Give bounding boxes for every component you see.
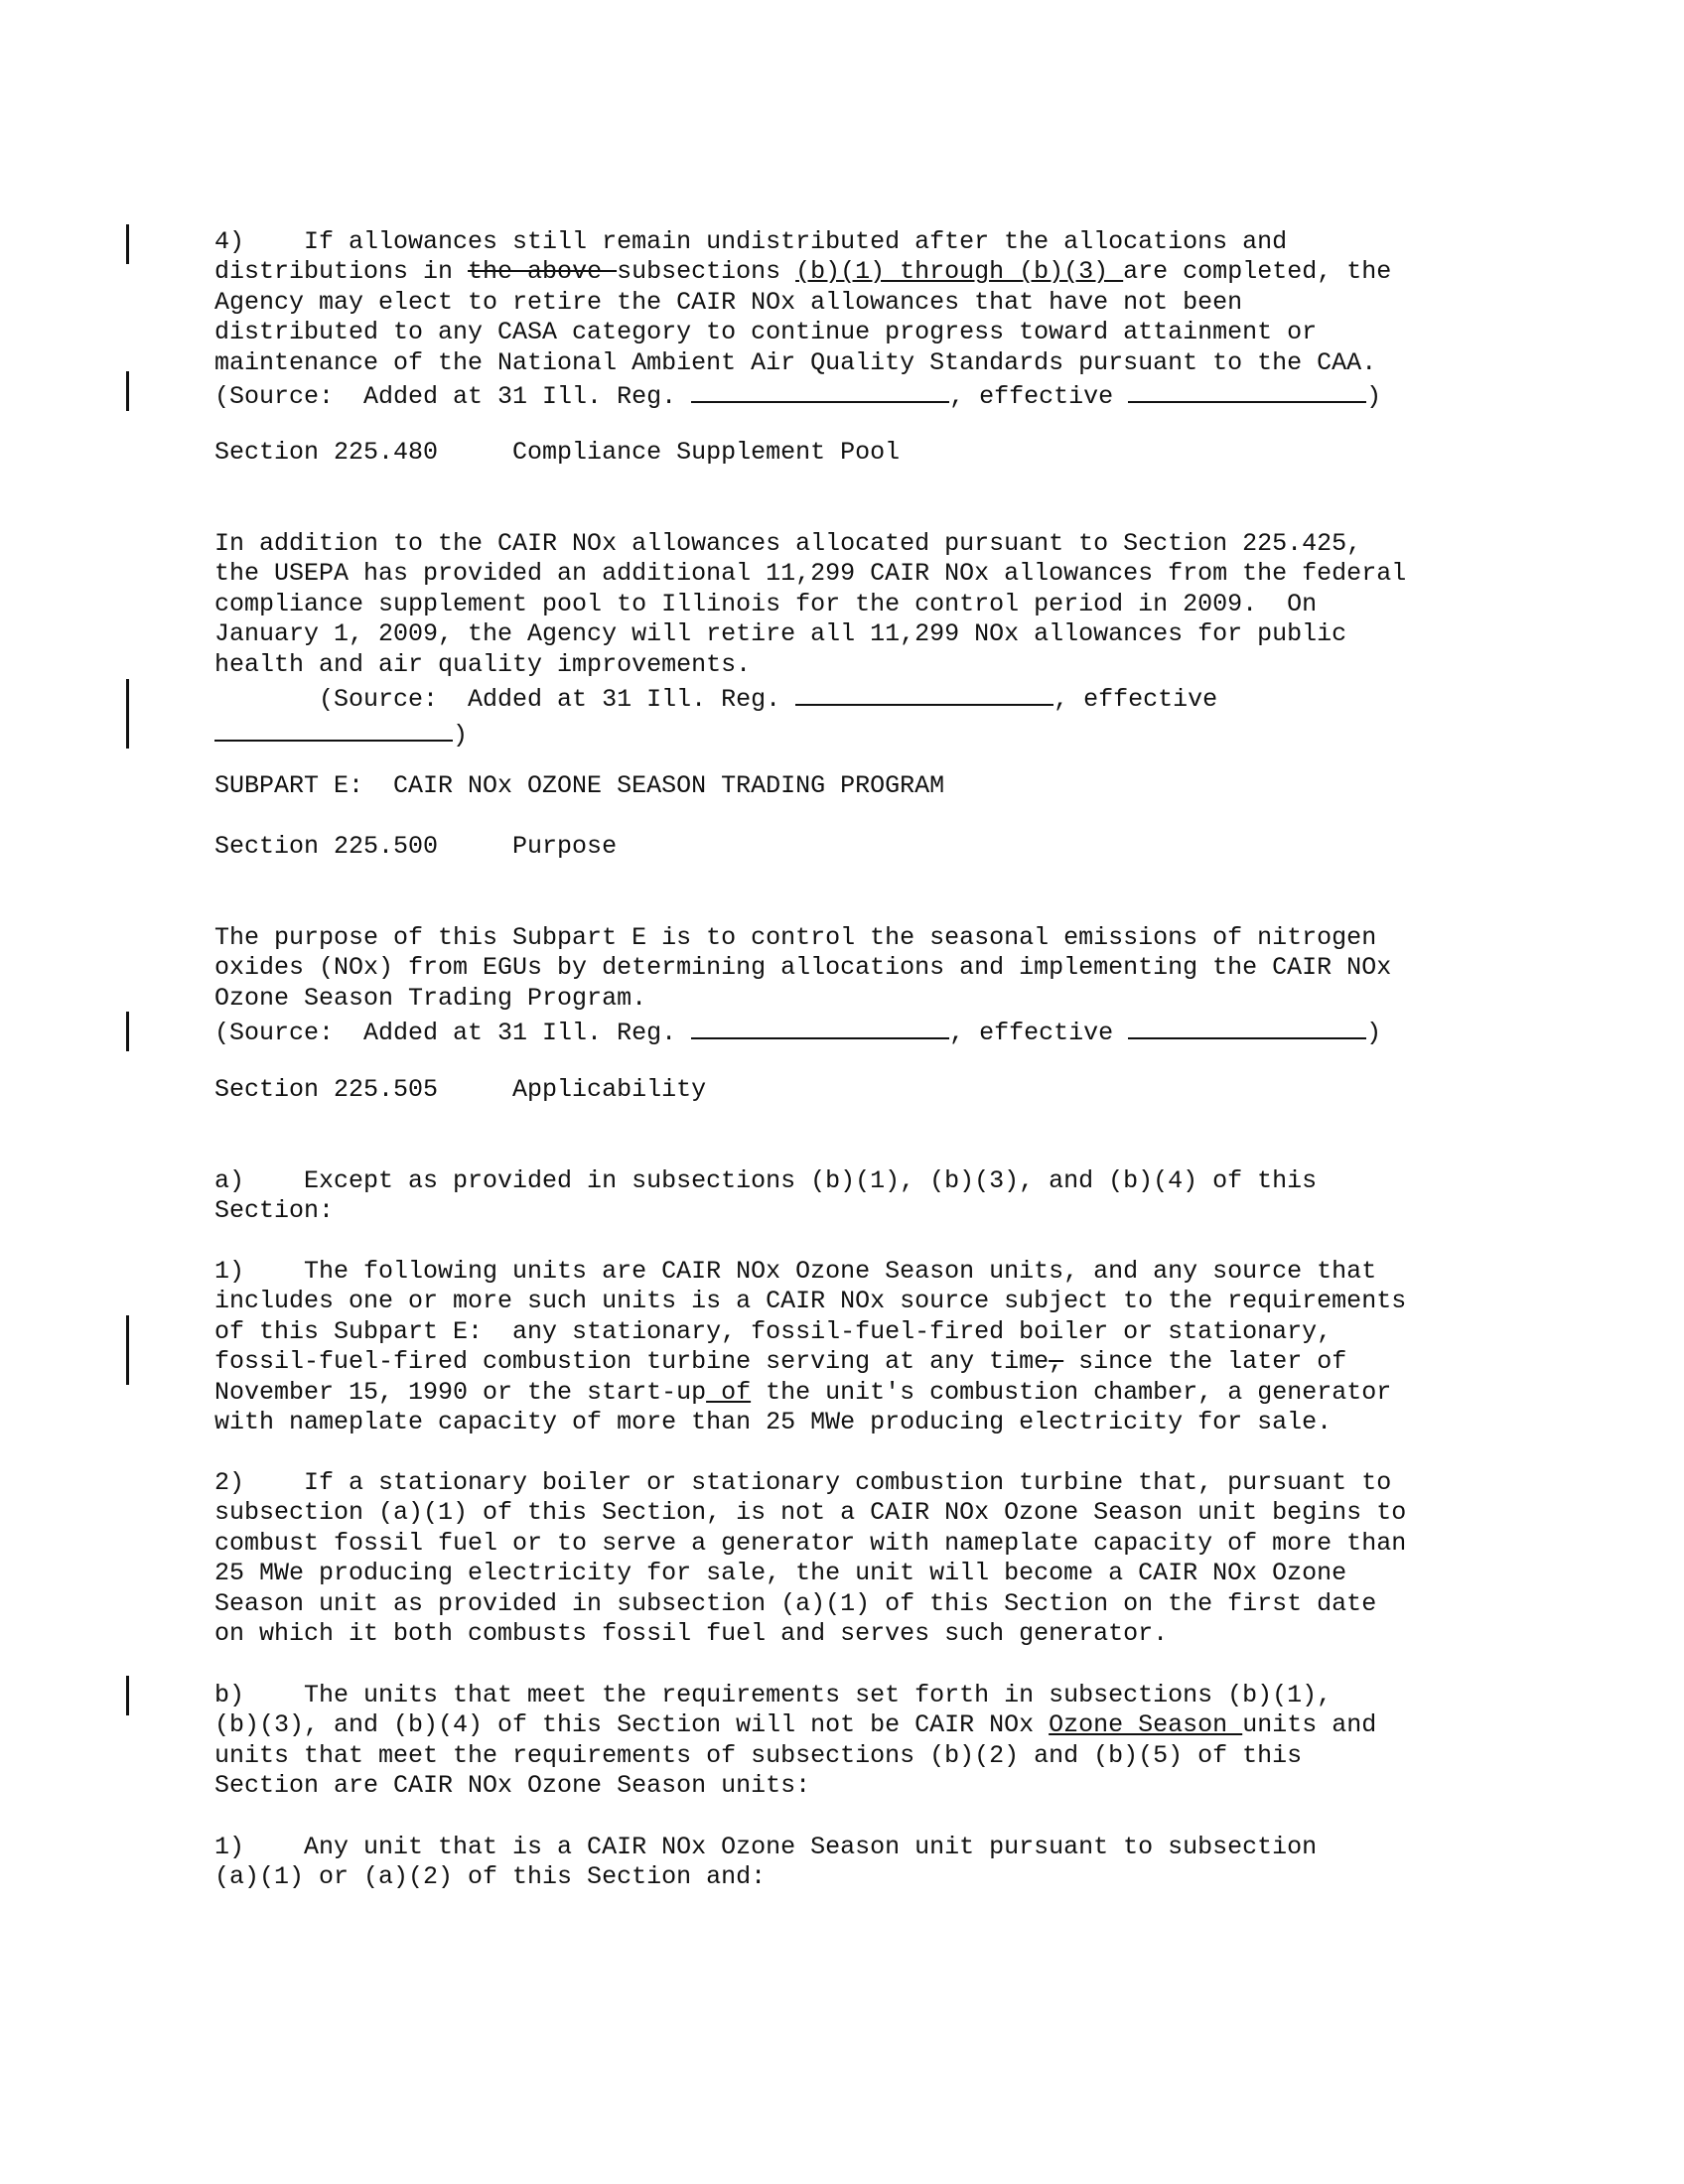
paragraph-4 <box>214 197 1545 378</box>
blank-line <box>1128 377 1366 403</box>
blank-line <box>1128 1014 1366 1039</box>
change-bar <box>126 224 129 264</box>
subsection-b-1: 1) Any unit that is a CAIR NOx Ozone Season unit pursuant to subsection (a)(1) or (a)(2) of this Section and: <box>214 1832 1318 1891</box>
source-note: (Source: Added at 31 Ill. Reg. , effective ) <box>214 680 1545 751</box>
section-heading: Section 225.500 Purpose <box>214 832 618 861</box>
change-bar <box>126 1676 129 1715</box>
paragraph-line: maintenance of the National Ambient Air Quality Standards pursuant to the CAA. <box>214 347 1377 377</box>
section-500-body: The purpose of this Subpart E is to control the seasonal emissions of nitrogen oxides (NOx) from EGUs by determining allocations and implementing the CAIR NOx Ozone Season Trading Program. <box>214 922 1392 1013</box>
blank-line <box>691 377 949 403</box>
section-480-body: In addition to the CAIR NOx allowances allocated pursuant to Section 225.425, the USEPA has provided an additional 11,299 CAIR NOx allowances from the federal compliance supplement pool to Illinois for the control period in 2009. On January 1, 2009, the Agency will retire all 11,299 NOx allowances for public health and air quality improvements. <box>214 528 1407 679</box>
paragraph-line: Agency may elect to retire the CAIR NOx allowances that have not been <box>214 287 1243 317</box>
blank-line <box>795 680 1053 706</box>
source-note: (Source: Added at 31 Ill. Reg. , effective ) <box>214 1014 1545 1049</box>
blank-line <box>691 1014 949 1039</box>
deleted-text: the above <box>468 257 618 286</box>
section-heading: Section 225.505 Applicability <box>214 1075 707 1104</box>
subsection-a-1: 1) The following units are CAIR NOx Ozone Season units, and any source that includes one or more such units is a CAIR NOx source subject to the requirements of this Subpart E: any stationary, fossil-fuel-fired boiler or stationary, fossil-fuel-fired combustion turbine serving at any time, since the later of November 15, 1990 or the start-up of the unit's combustion chamber, a generator with nameplate capacity of more than 25 MWe producing electricity for sale. <box>214 1256 1407 1436</box>
blank-line <box>214 716 453 742</box>
section-heading: Section 225.480 Compliance Supplement Pool <box>214 438 901 467</box>
paragraph-text: subsections <box>617 257 796 286</box>
inserted-text: Ozone Season <box>1049 1710 1243 1739</box>
inserted-text: of <box>706 1377 752 1407</box>
paragraph-line: 4) If allowances still remain undistributed after the allocations and <box>214 226 1288 256</box>
paragraph-text: are completed, the <box>1123 257 1392 286</box>
source-note: (Source: Added at 31 Ill. Reg. , effective ) <box>214 377 1545 413</box>
subsection-a-2: 2) If a stationary boiler or stationary combustion turbine that, pursuant to subsection (a)(1) of this Section, is not a CAIR NOx Ozone Season unit begins to combust fossil fuel or to serve a generator with nameplate capacity of more than 25 MWe producing electricity for sale, the unit will become a CAIR NOx Ozone Season unit as provided in subsection (a)(1) of this Section on the first date on which it both combusts fossil fuel and serves such generator. <box>214 1467 1407 1648</box>
change-bar <box>126 1315 129 1385</box>
subsection-a: a) Except as provided in subsections (b)(1), (b)(3), and (b)(4) of this Section: <box>214 1165 1318 1225</box>
inserted-text: (b)(1) through (b)(3) <box>795 257 1124 286</box>
paragraph-line: distributed to any CASA category to continue progress toward attainment or <box>214 318 1318 346</box>
paragraph-line: distributions in <box>214 257 469 286</box>
deleted-text: , <box>1049 1347 1064 1376</box>
change-bar <box>126 371 129 411</box>
change-bar <box>126 1012 129 1051</box>
change-bar <box>126 679 129 749</box>
subsection-b: b) The units that meet the requirements set forth in subsections (b)(1), (b)(3), and (b)(4) of this Section will not be CAIR NOx Ozone Season units and units that meet the requirements of subsections (b)(2) and (b)(5) of this Section are CAIR NOx Ozone Season units: <box>214 1680 1377 1800</box>
subpart-heading: SUBPART E: CAIR NOx OZONE SEASON TRADING PROGRAM <box>214 771 945 800</box>
